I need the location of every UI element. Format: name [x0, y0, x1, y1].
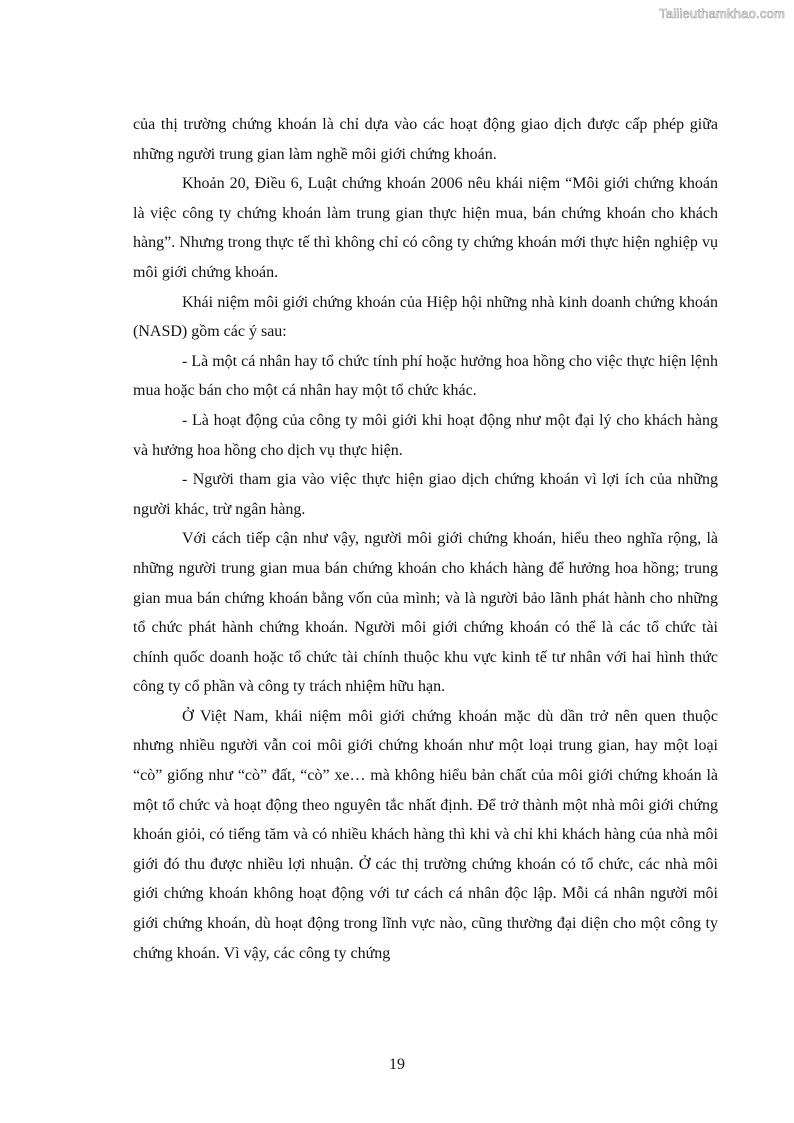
list-item-1: - Là một cá nhân hay tổ chức tính phí hoặc hưởng hoa hồng cho việc thực hiện lệnh mua hoặc bán cho một cá nhân hay một tổ chức khác.: [133, 352, 718, 400]
list-item-3: - Người tham gia vào việc thực hiện giao dịch chứng khoán vì lợi ích của những người khác, trừ ngân hàng.: [133, 471, 718, 518]
paragraph-nasd-intro: Khái niệm môi giới chứng khoán của Hiệp hội những nhà kinh doanh chứng khoán (NASD) gồm các ý sau:: [133, 293, 718, 341]
page-number: 19: [389, 1056, 405, 1073]
paragraph-broad-definition: Với cách tiếp cận như vậy, người môi giới chứng khoán, hiểu theo nghĩa rộng, là những người trung gian mua bán chứng khoán cho khách hàng để hưởng hoa hồng; trung gian mua bán chứng khoán bằng vốn của mình; và là người bảo lãnh phát hành cho những tổ chức phát hành chứng khoán. Người môi giới chứng khoán có thể là các tổ chức tài chính quốc doanh hoặc tổ chức tài chính thuộc khu vực kinh tế tư nhân với hai hình thức công ty cổ phần và công ty trách nhiệm hữu hạn.: [133, 530, 718, 696]
watermark-text: Tailieuthamkhao.com: [659, 6, 785, 21]
paragraph-legal-definition: Khoản 20, Điều 6, Luật chứng khoán 2006 nêu khái niệm “Môi giới chứng khoán là việc công ty chứng khoán làm trung gian thực hiện mua, bán chứng khoán cho khách hàng”. Nhưng trong thực tế thì không chỉ có công ty chứng khoán mới thực hiện nghiệp vụ môi giới chứng khoán.: [133, 175, 718, 281]
document-body: [133, 110, 718, 968]
paragraph-continuation: của thị trường chứng khoán là chỉ dựa vào các hoạt động giao dịch được cấp phép giữa những người trung gian làm nghề môi giới chứng khoán.: [133, 116, 718, 163]
list-item-2: - Là hoạt động của công ty môi giới khi hoạt động như một đại lý cho khách hàng và hưởng hoa hồng cho dịch vụ thực hiện.: [133, 411, 718, 459]
paragraph-vietnam: Ở Việt Nam, khái niệm môi giới chứng khoán mặc dù dần trở nên quen thuộc nhưng nhiều người vẫn coi môi giới chứng khoán như một loại trung gian, hay một loại “cò” giống như “cò” đất, “cò” xe… mà không hiểu bản chất của môi giới chứng khoán là một tổ chức và hoạt động theo nguyên tắc nhất định. Để trở thành một nhà môi giới chứng khoán giỏi, có tiếng tăm và có nhiều khách hàng thì khi và chỉ khi khách hàng của nhà môi giới đó thu được nhiều lợi nhuận. Ở các thị trường chứng khoán có tổ chức, các nhà môi giới chứng khoán không hoạt động với tư cách cá nhân độc lập. Mỗi cá nhân người môi giới chứng khoán, dù hoạt động trong lĩnh vực nào, cũng thường đại diện cho một công ty chứng khoán. Vì vậy, các công ty chứng: [133, 707, 718, 962]
